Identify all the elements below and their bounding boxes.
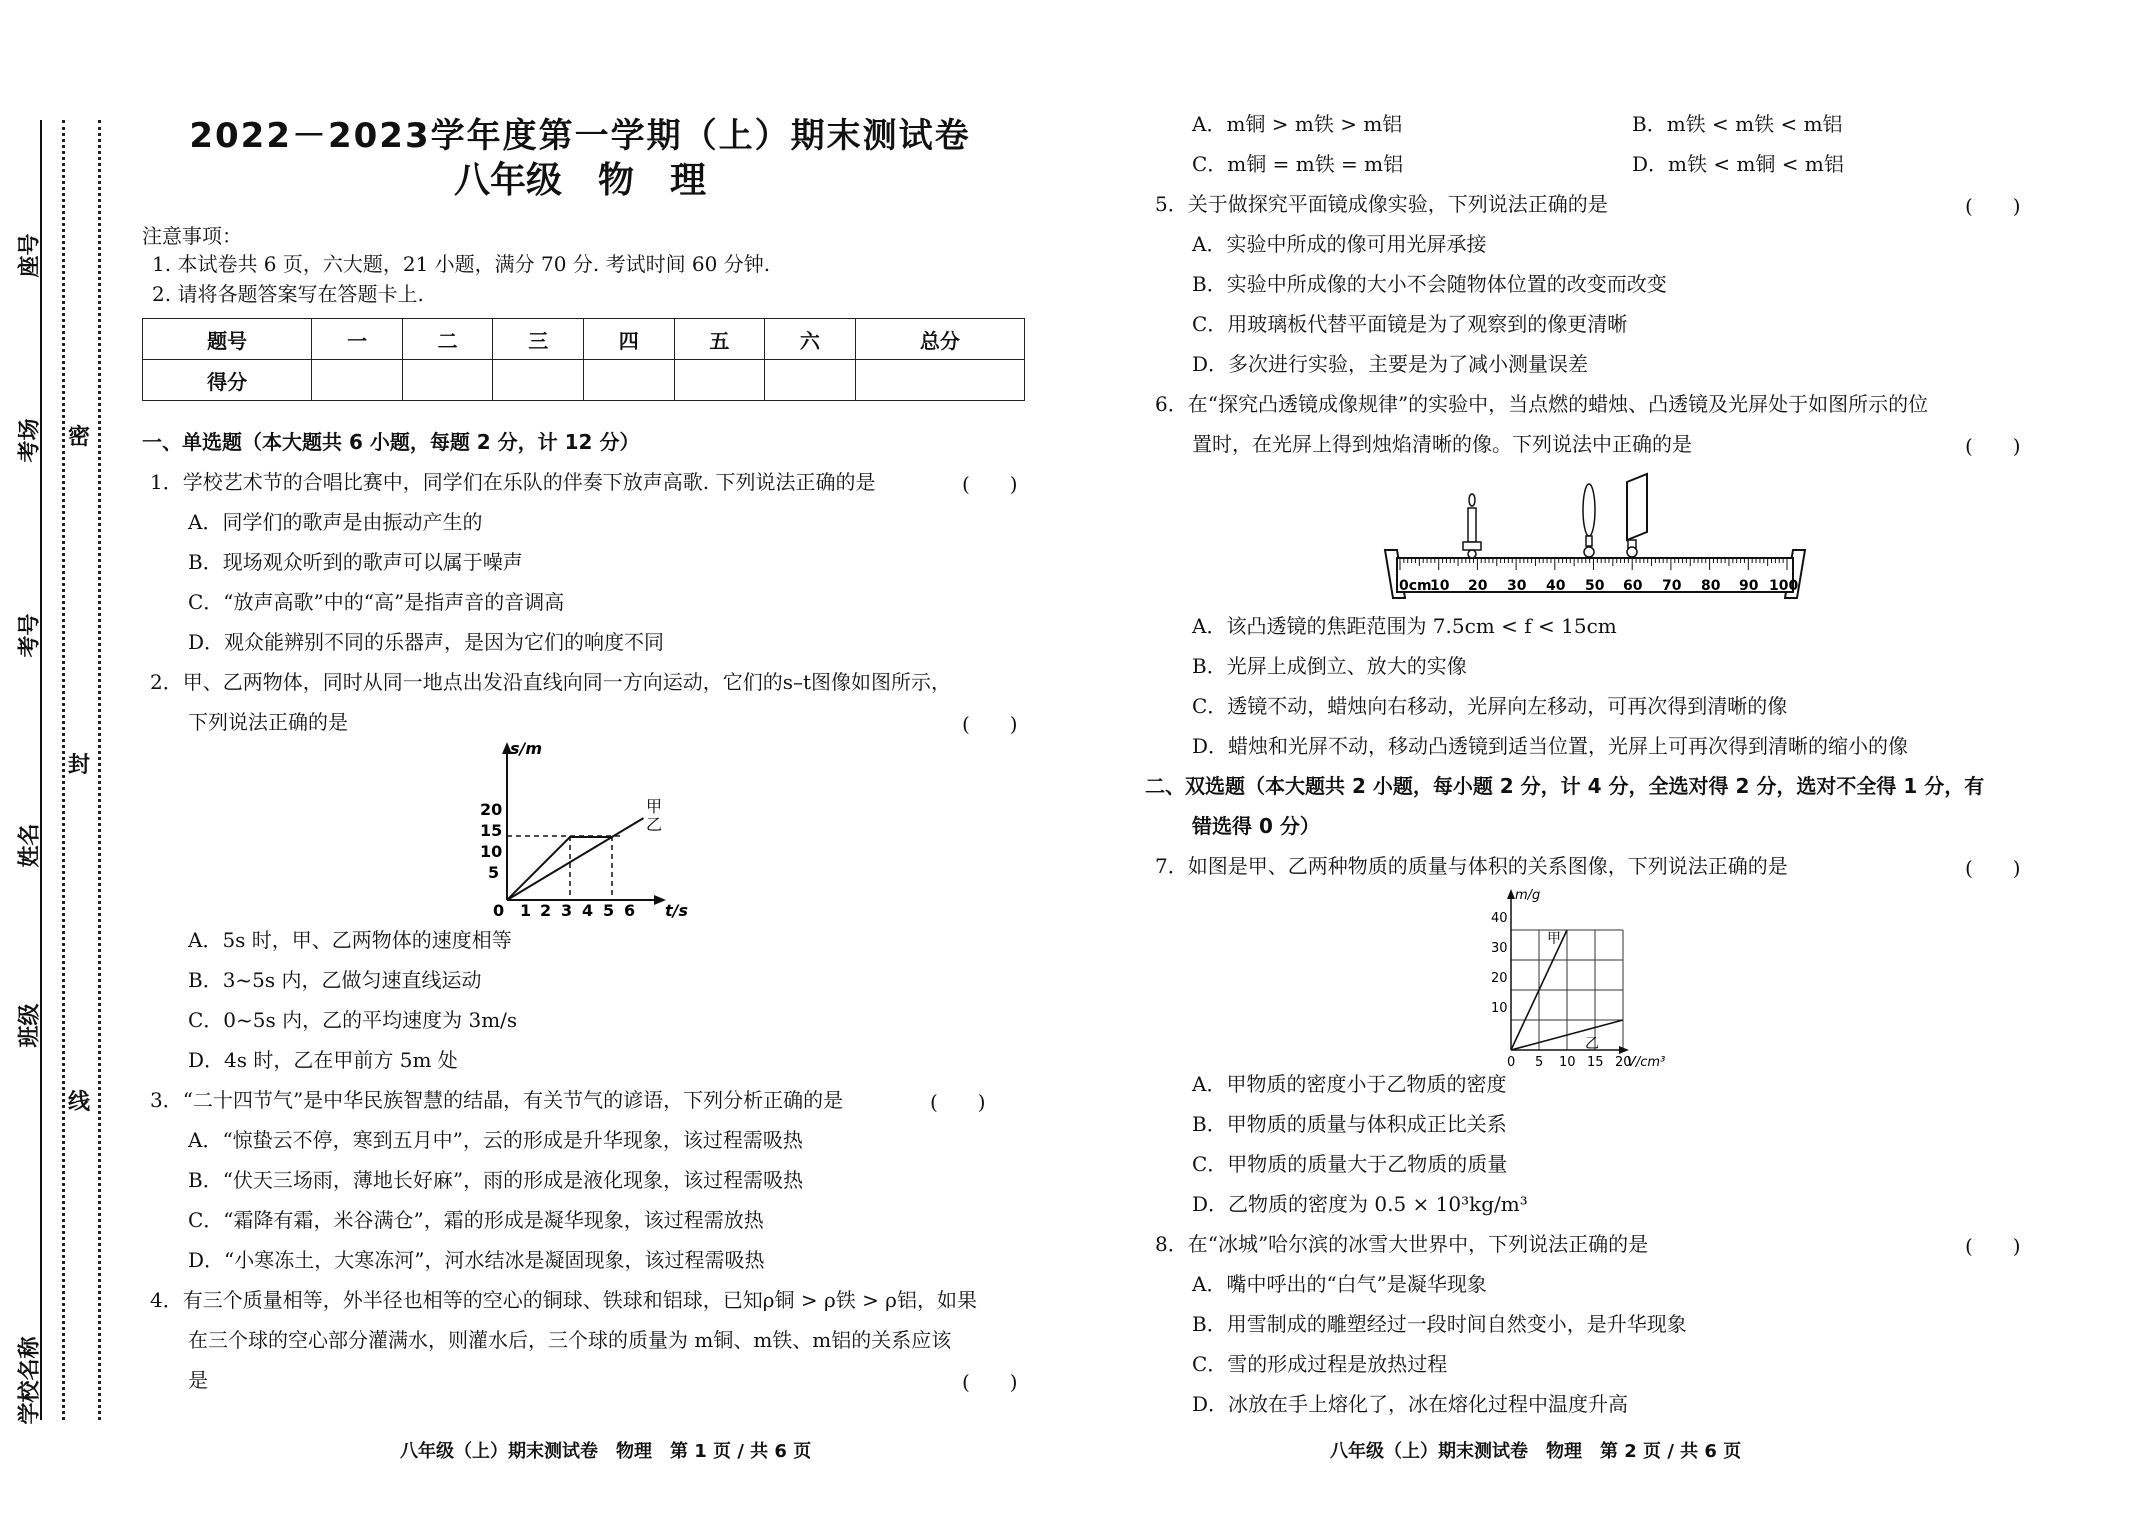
score-cell[interactable] <box>584 360 675 401</box>
q6-stem-2: 置时，在光屏上得到烛焰清晰的像。下列说法中正确的是 <box>1192 432 1692 456</box>
mv-y-arrow <box>1507 889 1515 899</box>
q2-option-c: C．0~5s 内，乙的平均速度为 3m/s <box>188 1008 518 1032</box>
score-table-header-row <box>143 319 1025 360</box>
mv-xtick: 0 <box>1507 1055 1516 1070</box>
q8-option-a: A．嘴中呼出的“白气”是凝华现象 <box>1192 1272 1487 1296</box>
q4-option-a: A．m铜 > m铁 > m铝 <box>1192 112 1403 136</box>
q7-option-c: C．甲物质的质量大于乙物质的质量 <box>1192 1152 1508 1176</box>
score-header-cell: 四 <box>584 319 675 360</box>
seal-char-feng: 封 <box>68 753 91 778</box>
label-seat-number: 座号 <box>17 233 43 278</box>
q4-answer-paren: ( ) <box>962 1370 1018 1394</box>
st-ytick: 15 <box>480 821 503 840</box>
seal-char-xian: 线 <box>68 1090 91 1115</box>
mv-grid <box>1511 930 1623 1050</box>
q2-option-b: B．3~5s 内，乙做匀速直线运动 <box>188 968 482 992</box>
q6-option-d: D．蜡烛和光屏不动，移动凸透镜到适当位置，光屏上可再次得到清晰的缩小的像 <box>1192 734 1909 758</box>
q8-stem: 8．在“冰城”哈尔滨的冰雪大世界中，下列说法正确的是 <box>1155 1232 1649 1256</box>
q5-option-b: B．实验中所成像的大小不会随物体位置的改变而改变 <box>1192 272 1667 296</box>
score-cell[interactable] <box>312 360 403 401</box>
mass-volume-graph <box>1485 885 1695 1070</box>
q8-answer-paren: ( ) <box>1965 1234 2021 1258</box>
q8-option-b: B．用雪制成的雕塑经过一段时间自然变小，是升华现象 <box>1192 1312 1687 1336</box>
q7-option-d: D．乙物质的密度为 0.5 × 10³kg/m³ <box>1192 1192 1528 1216</box>
st-xtick: 1 <box>520 901 532 920</box>
q6-option-c: C．透镜不动，蜡烛向右移动，光屏向左移动，可再次得到清晰的像 <box>1192 694 1788 718</box>
candle-icon <box>1463 494 1481 558</box>
st-series-jia-line <box>507 818 644 900</box>
st-xlabel: t/s <box>665 901 689 920</box>
q2-stem-2: 下列说法正确的是 <box>188 710 348 734</box>
section2-title-1: 二、双选题（本大题共 2 小题，每小题 2 分，计 4 分，全选对得 2 分，选对不全得 1 分，有 <box>1145 774 1985 798</box>
q1-option-d: D．观众能辨别不同的乐器声，是因为它们的响度不同 <box>188 630 665 654</box>
label-class: 班级 <box>17 1003 43 1048</box>
q1-answer-paren: ( ) <box>962 472 1018 496</box>
q4-stem-2: 在三个球的空心部分灌满水，则灌水后，三个球的质量为 m铜、m铁、m铝的关系应该 <box>188 1328 952 1352</box>
st-label-yi: 乙 <box>646 815 663 834</box>
mv-label-jia: 甲 <box>1547 931 1561 947</box>
score-cell[interactable] <box>765 360 856 401</box>
score-table-score-row <box>143 360 1025 401</box>
mv-xlabel: V/cm³ <box>1627 1055 1666 1070</box>
q4-stem-1: 4．有三个质量相等，外半径也相等的空心的铜球、铁球和铝球，已知ρ铜 > ρ铁 > ρ铝，如果 <box>150 1288 977 1312</box>
st-xtick: 5 <box>603 901 615 920</box>
q6-option-b: B．光屏上成倒立、放大的实像 <box>1192 654 1467 678</box>
q6-option-a: A．该凸透镜的焦距范围为 7.5cm < f < 15cm <box>1192 614 1617 638</box>
q5-option-c: C．用玻璃板代替平面镜是为了观察到的像更清晰 <box>1192 312 1628 336</box>
label-school-name: 学校名称 <box>17 1336 43 1425</box>
seal-char-mi: 密 <box>68 425 91 450</box>
q2-option-a: A．5s 时，甲、乙两物体的速度相等 <box>188 928 512 952</box>
score-table <box>142 318 1025 401</box>
page-subtitle: 八年级 物 理 <box>453 160 706 201</box>
q5-stem: 5．关于做探究平面镜成像实验，下列说法正确的是 <box>1155 192 1608 216</box>
q7-option-b: B．甲物质的质量与体积成正比关系 <box>1192 1112 1507 1136</box>
q7-stem: 7．如图是甲、乙两种物质的质量与体积的关系图像，下列说法正确的是 <box>1155 854 1788 878</box>
mv-ytick: 10 <box>1491 1001 1508 1016</box>
q2-answer-paren: ( ) <box>962 712 1018 736</box>
bench-tick-label: 20 <box>1468 578 1488 594</box>
bench-tick-label: 50 <box>1585 578 1605 594</box>
bench-tick-label: 70 <box>1662 578 1682 594</box>
notes-item-1: 1. 本试卷共 6 页，六大题，21 小题，满分 70 分. 考试时间 60 分钟. <box>152 252 771 276</box>
section2-title-2: 错选得 0 分） <box>1192 814 1320 838</box>
q3-option-c: C．“霜降有霜，米谷满仓”，霜的形成是凝华现象，该过程需放热 <box>188 1208 764 1232</box>
mv-xtick: 20 <box>1615 1055 1632 1070</box>
q6-stem-1: 6．在“探究凸透镜成像规律”的实验中，当点燃的蜡烛、凸透镜及光屏处于如图所示的位 <box>1155 392 1929 416</box>
q1-option-a: A．同学们的歌声是由振动产生的 <box>188 510 483 534</box>
score-header-cell: 题号 <box>143 319 312 360</box>
bench-tick-label: 90 <box>1739 578 1759 594</box>
st-ytick: 5 <box>488 863 500 882</box>
st-xtick: 3 <box>561 901 573 920</box>
q4-option-c: C．m铜 = m铁 = m铝 <box>1192 152 1404 176</box>
label-exam-room: 考场 <box>17 418 43 463</box>
mv-x-arrow <box>1619 1046 1629 1054</box>
st-xtick: 2 <box>540 901 552 920</box>
score-header-cell: 六 <box>765 319 856 360</box>
section1-title: 一、单选题（本大题共 6 小题，每题 2 分，计 12 分） <box>142 430 640 454</box>
q7-answer-paren: ( ) <box>1965 856 2021 880</box>
notes-item-2: 2. 请将各题答案写在答题卡上. <box>152 282 424 306</box>
bench-tick-label: 80 <box>1701 578 1721 594</box>
mv-xtick: 5 <box>1535 1055 1544 1070</box>
bench-tick-label: 100 <box>1769 578 1799 594</box>
notes-heading: 注意事项： <box>142 224 242 248</box>
q6-answer-paren: ( ) <box>1965 434 2021 458</box>
q5-option-a: A．实验中所成的像可用光屏承接 <box>1192 232 1487 256</box>
score-cell[interactable] <box>855 360 1024 401</box>
optical-bench-figure <box>1375 470 1815 605</box>
q2-option-d: D．4s 时，乙在甲前方 5m 处 <box>188 1048 458 1072</box>
q4-option-b: B．m铁 < m铁 < m铝 <box>1632 112 1843 136</box>
q8-option-d: D．冰放在手上熔化了，冰在熔化过程中温度升高 <box>1192 1392 1629 1416</box>
mv-ytick: 20 <box>1491 971 1508 986</box>
mv-ytick: 40 <box>1491 911 1508 926</box>
q3-option-a: A．“惊蛰云不停，寒到五月中”，云的形成是升华现象，该过程需吸热 <box>188 1128 803 1152</box>
score-header-cell: 一 <box>312 319 403 360</box>
st-ytick: 20 <box>480 800 503 819</box>
st-ytick: 10 <box>480 842 503 861</box>
page-title: 2022－2023学年度第一学期（上）期末测试卷 <box>189 116 971 156</box>
q8-option-c: C．雪的形成过程是放热过程 <box>1192 1352 1448 1376</box>
bench-tick-label: 0cm <box>1399 578 1432 594</box>
q5-option-d: D．多次进行实验，主要是为了减小测量误差 <box>1192 352 1589 376</box>
score-cell[interactable] <box>674 360 765 401</box>
q7-option-a: A．甲物质的密度小于乙物质的密度 <box>1192 1072 1507 1096</box>
q3-option-d: D．“小寒冻土，大寒冻河”，河水结冰是凝固现象，该过程需吸热 <box>188 1248 765 1272</box>
bench-tick-label: 10 <box>1430 578 1450 594</box>
score-row-label: 得分 <box>143 360 312 401</box>
q3-option-b: B．“伏天三场雨，薄地长好麻”，雨的形成是液化现象，该过程需吸热 <box>188 1168 804 1192</box>
q2-stem-1: 2．甲、乙两物体，同时从同一地点出发沿直线向同一方向运动，它们的s–t图像如图所示， <box>150 670 952 694</box>
st-graph <box>460 740 700 920</box>
screen-icon <box>1627 474 1647 557</box>
bench-tick-label: 60 <box>1623 578 1643 594</box>
q1-stem: 1．学校艺术节的合唱比赛中，同学们在乐队的伴奏下放声高歌. 下列说法正确的是 <box>150 470 876 494</box>
score-cell[interactable] <box>493 360 584 401</box>
q5-answer-paren: ( ) <box>1965 194 2021 218</box>
footer-left: 八年级（上）期末测试卷 物理 第 1 页 / 共 6 页 <box>400 1441 812 1462</box>
st-label-jia: 甲 <box>646 797 663 816</box>
q1-option-b: B．现场观众听到的歌声可以属于噪声 <box>188 550 523 574</box>
convex-lens-icon <box>1583 484 1595 557</box>
st-xtick: 0 <box>493 901 505 920</box>
q3-answer-paren: ( ) <box>930 1090 986 1114</box>
score-header-cell: 三 <box>493 319 584 360</box>
label-exam-number: 考号 <box>17 613 43 658</box>
q4-option-d: D．m铁 < m铜 < m铝 <box>1632 152 1844 176</box>
q1-option-c: C．“放声高歌”中的“高”是指声音的音调高 <box>188 590 565 614</box>
mv-label-yi: 乙 <box>1585 1036 1599 1052</box>
bench-tick-label: 30 <box>1507 578 1527 594</box>
st-series-layer <box>507 818 644 900</box>
score-cell[interactable] <box>402 360 493 401</box>
mv-ytick: 30 <box>1491 941 1508 956</box>
score-header-cell: 二 <box>402 319 493 360</box>
q3-stem: 3．“二十四节气”是中华民族智慧的结晶，有关节气的谚语，下列分析正确的是 <box>150 1088 844 1112</box>
st-xtick: 4 <box>582 901 594 920</box>
mv-xtick: 10 <box>1559 1055 1576 1070</box>
st-xtick: 6 <box>624 901 636 920</box>
mv-xtick: 15 <box>1587 1055 1604 1070</box>
score-header-cell: 五 <box>674 319 765 360</box>
label-name: 姓名 <box>17 823 43 868</box>
bench-tick-label: 40 <box>1546 578 1566 594</box>
footer-right: 八年级（上）期末测试卷 物理 第 2 页 / 共 6 页 <box>1330 1441 1742 1462</box>
score-header-cell: 总分 <box>855 319 1024 360</box>
q4-stem-3: 是 <box>188 1368 208 1392</box>
mv-ylabel: m/g <box>1515 888 1541 903</box>
st-ylabel: s/m <box>510 740 543 758</box>
